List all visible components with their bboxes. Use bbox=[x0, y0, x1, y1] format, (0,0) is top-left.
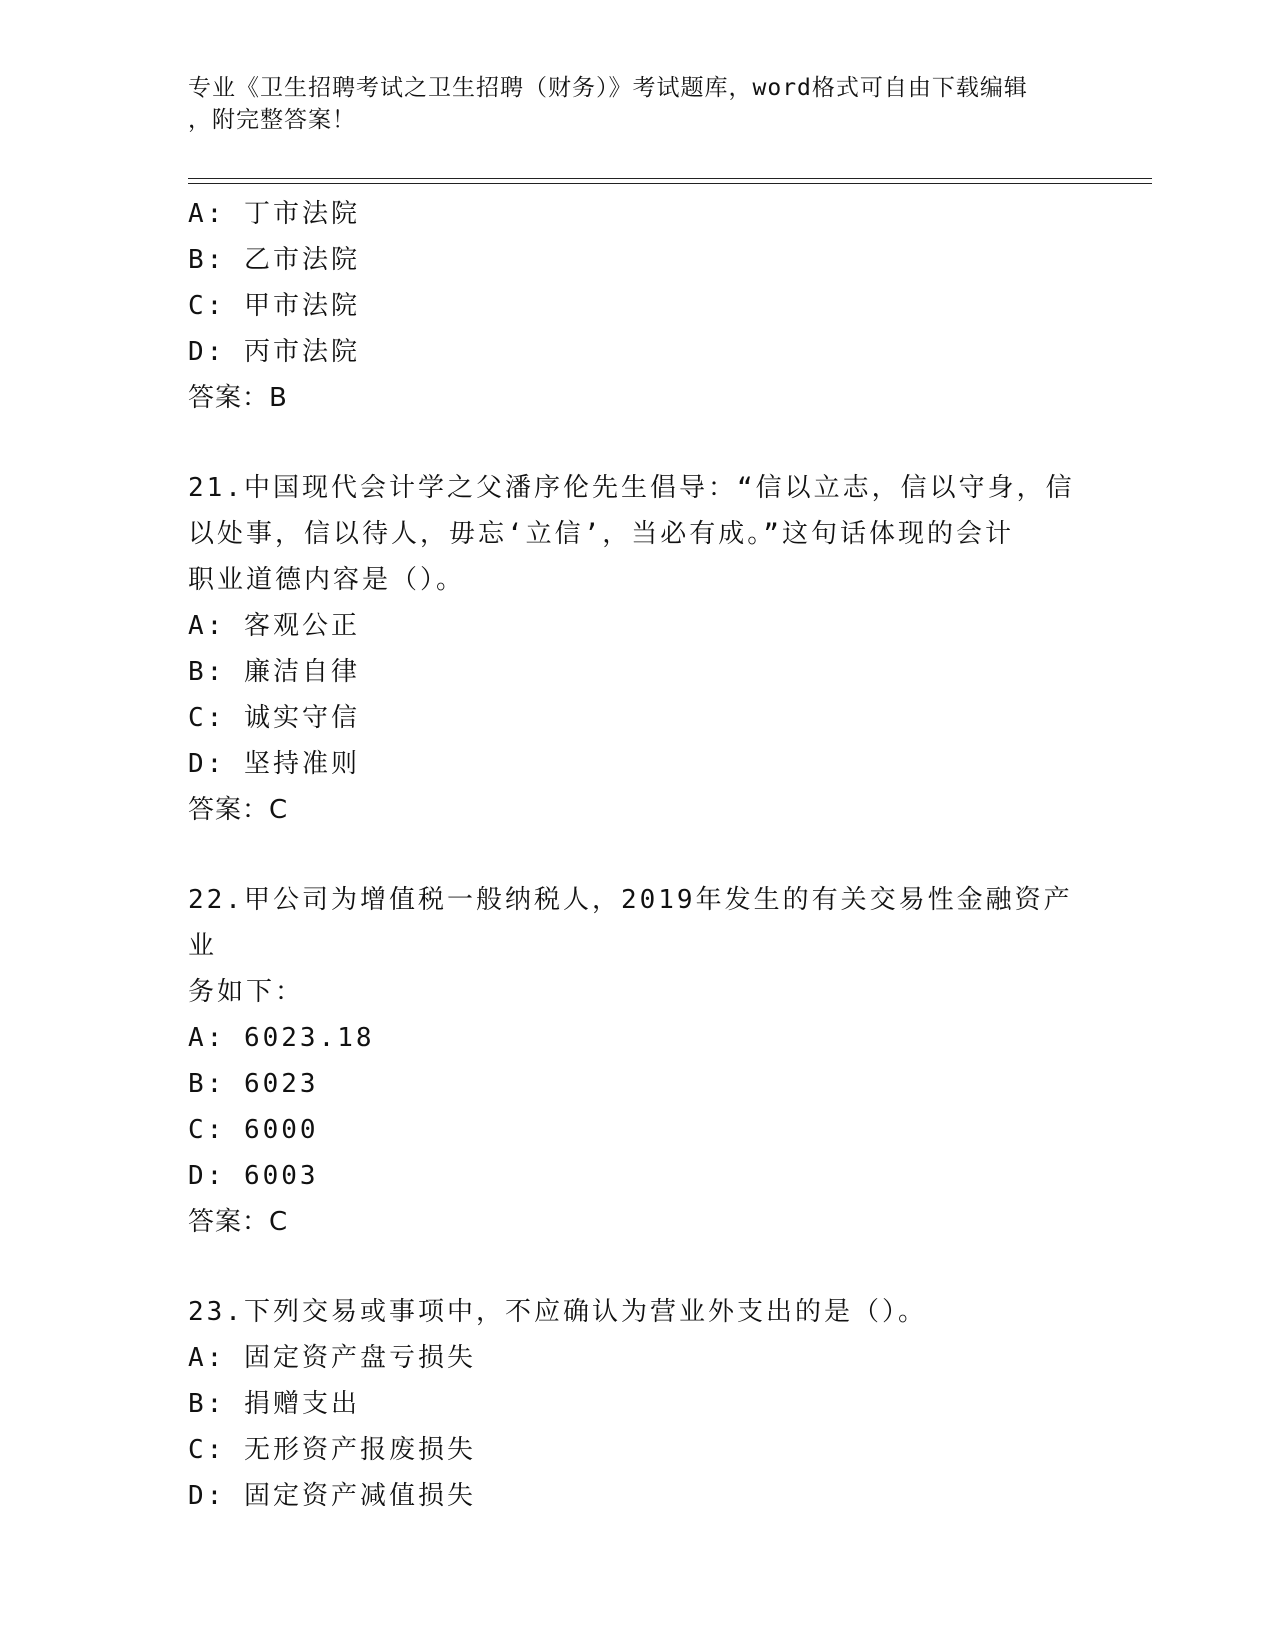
option-d: D: 坚持准则 bbox=[188, 749, 360, 779]
question-text bbox=[188, 465, 1088, 603]
option-b: B: 捐赠支出 bbox=[188, 1389, 360, 1419]
question-line: 务如下： bbox=[188, 977, 305, 1007]
question-line: 21.中国现代会计学之父潘序伦先生倡导：“信以立志，信以守身，信 bbox=[188, 473, 1075, 503]
question-line: 以处事，信以待人，毋忘‘立信’，当必有成。”这句话体现的会计 bbox=[188, 519, 1014, 549]
header-line-2: ，附完整答案！ bbox=[188, 107, 356, 133]
option-d: D: 固定资产减值损失 bbox=[188, 1481, 476, 1511]
header-line-1: 专业《卫生招聘考试之卫生招聘（财务）》考试题库，word格式可自由下载编辑 bbox=[188, 75, 1028, 101]
answer: 答案：C bbox=[188, 795, 289, 825]
question-text bbox=[188, 1289, 1088, 1335]
question-20 bbox=[188, 191, 1088, 421]
question-line: 23.下列交易或事项中，不应确认为营业外支出的是（）。 bbox=[188, 1297, 927, 1327]
option-c: C: 诚实守信 bbox=[188, 703, 360, 733]
document-header bbox=[188, 72, 1088, 136]
question-21 bbox=[188, 465, 1088, 833]
option-c: C: 6000 bbox=[188, 1115, 319, 1145]
question-text bbox=[188, 877, 1088, 1015]
option-a: A: 固定资产盘亏损失 bbox=[188, 1343, 476, 1373]
question-line: 职业道德内容是（）。 bbox=[188, 565, 466, 595]
header-divider-top bbox=[188, 178, 1152, 179]
answer: 答案：C bbox=[188, 1207, 289, 1237]
option-a: A: 丁市法院 bbox=[188, 199, 360, 229]
question-line: 22.甲公司为增值税一般纳税人，2019年发生的有关交易性金融资产业 bbox=[188, 885, 1073, 961]
option-c: C: 无形资产报废损失 bbox=[188, 1435, 476, 1465]
option-b: B: 6023 bbox=[188, 1069, 319, 1099]
option-c: C: 甲市法院 bbox=[188, 291, 360, 321]
question-23 bbox=[188, 1289, 1088, 1519]
option-d: D: 6003 bbox=[188, 1161, 319, 1191]
answer: 答案：B bbox=[188, 383, 288, 413]
option-a: A: 6023.18 bbox=[188, 1023, 375, 1053]
option-b: B: 廉洁自律 bbox=[188, 657, 360, 687]
question-22 bbox=[188, 877, 1088, 1245]
header-divider-bottom bbox=[188, 183, 1152, 184]
option-b: B: 乙市法院 bbox=[188, 245, 360, 275]
option-a: A: 客观公正 bbox=[188, 611, 360, 641]
document-body bbox=[188, 191, 1088, 1519]
option-d: D: 丙市法院 bbox=[188, 337, 360, 367]
